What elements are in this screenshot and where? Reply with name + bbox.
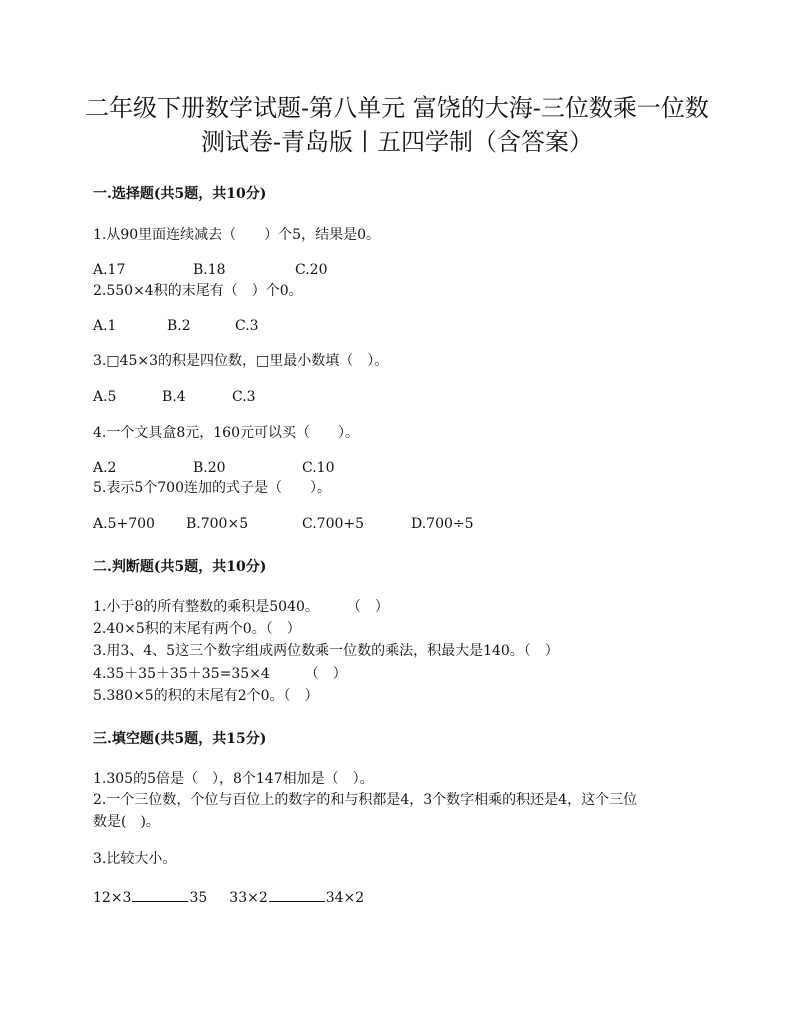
- option-b: B.2: [167, 318, 191, 334]
- option-a: A.5+700: [93, 516, 155, 532]
- option-c: C.700+5: [302, 516, 365, 532]
- page-title-line2: 测试卷-青岛版丨五四学制（含答案）: [200, 128, 594, 156]
- question-fill-1: 1.305的5倍是（ ），8个147相加是（ ）。: [93, 771, 374, 787]
- option-d: D.700÷5: [411, 516, 474, 532]
- option-b: B.20: [193, 460, 226, 476]
- question-judge-3: 3.用3、4、5这三个数字组成两位数乘一位数的乘法，积最大是140。（ ）: [93, 643, 559, 659]
- compare-blank-2[interactable]: [269, 887, 325, 902]
- compare-right-1: 35: [189, 890, 208, 906]
- option-a: A.5: [93, 389, 117, 405]
- option-c: C.3: [232, 389, 256, 405]
- question-choice-1: 1.从90里面连续减去（ ）个5，结果是0。: [93, 227, 380, 243]
- question-judge-1: 1.小于8的所有整数的乘积是5040。 （ ）: [93, 599, 389, 615]
- option-a: A.1: [93, 318, 117, 334]
- question-choice-4: 4.一个文具盒8元，160元可以买（ ）。: [93, 425, 359, 441]
- compare-left-2: 33×2: [229, 890, 268, 906]
- question-judge-5: 5.380×5的积的末尾有2个0。（ ）: [93, 688, 319, 704]
- compare-right-2: 34×2: [325, 890, 365, 906]
- question-choice-3: 3.□45×3的积是四位数，□里最小数填（ ）。: [93, 353, 389, 369]
- option-b: B.4: [162, 389, 186, 405]
- option-a: A.17: [93, 262, 126, 278]
- question-judge-2: 2.40×5积的末尾有两个0。（ ）: [93, 621, 301, 637]
- question-choice-2: 2.550×4积的末尾有（ ）个0。: [93, 283, 303, 299]
- option-c: C.10: [302, 460, 335, 476]
- question-fill-3: 3.比较大小。: [93, 851, 177, 867]
- section-heading-judge: 二.判断题(共5题，共10分): [93, 559, 267, 575]
- compare-blank-1[interactable]: [132, 887, 188, 902]
- option-c: C.20: [295, 262, 328, 278]
- page-title-line1: 二年级下册数学试题-第八单元 富饶的大海-三位数乘一位数: [85, 94, 709, 122]
- question-fill-2-continued: 数是( )。: [93, 814, 160, 830]
- question-judge-4: 4.35＋35＋35＋35=35×4 （ ）: [93, 666, 347, 682]
- section-heading-fill: 三.填空题(共5题，共15分): [93, 731, 267, 747]
- option-a: A.2: [93, 460, 117, 476]
- option-b: B.700×5: [186, 516, 249, 532]
- option-b: B.18: [193, 262, 226, 278]
- option-c: C.3: [235, 318, 259, 334]
- question-fill-2: 2.一个三位数，个位与百位上的数字的和与积都是4，3个数字相乘的积还是4，这个三位: [93, 792, 638, 808]
- compare-row: [93, 887, 364, 907]
- question-choice-5: 5.表示5个700连加的式子是（ ）。: [93, 480, 331, 496]
- compare-left-1: 12×3: [93, 890, 132, 906]
- section-heading-choice: 一.选择题(共5题，共10分): [93, 186, 267, 202]
